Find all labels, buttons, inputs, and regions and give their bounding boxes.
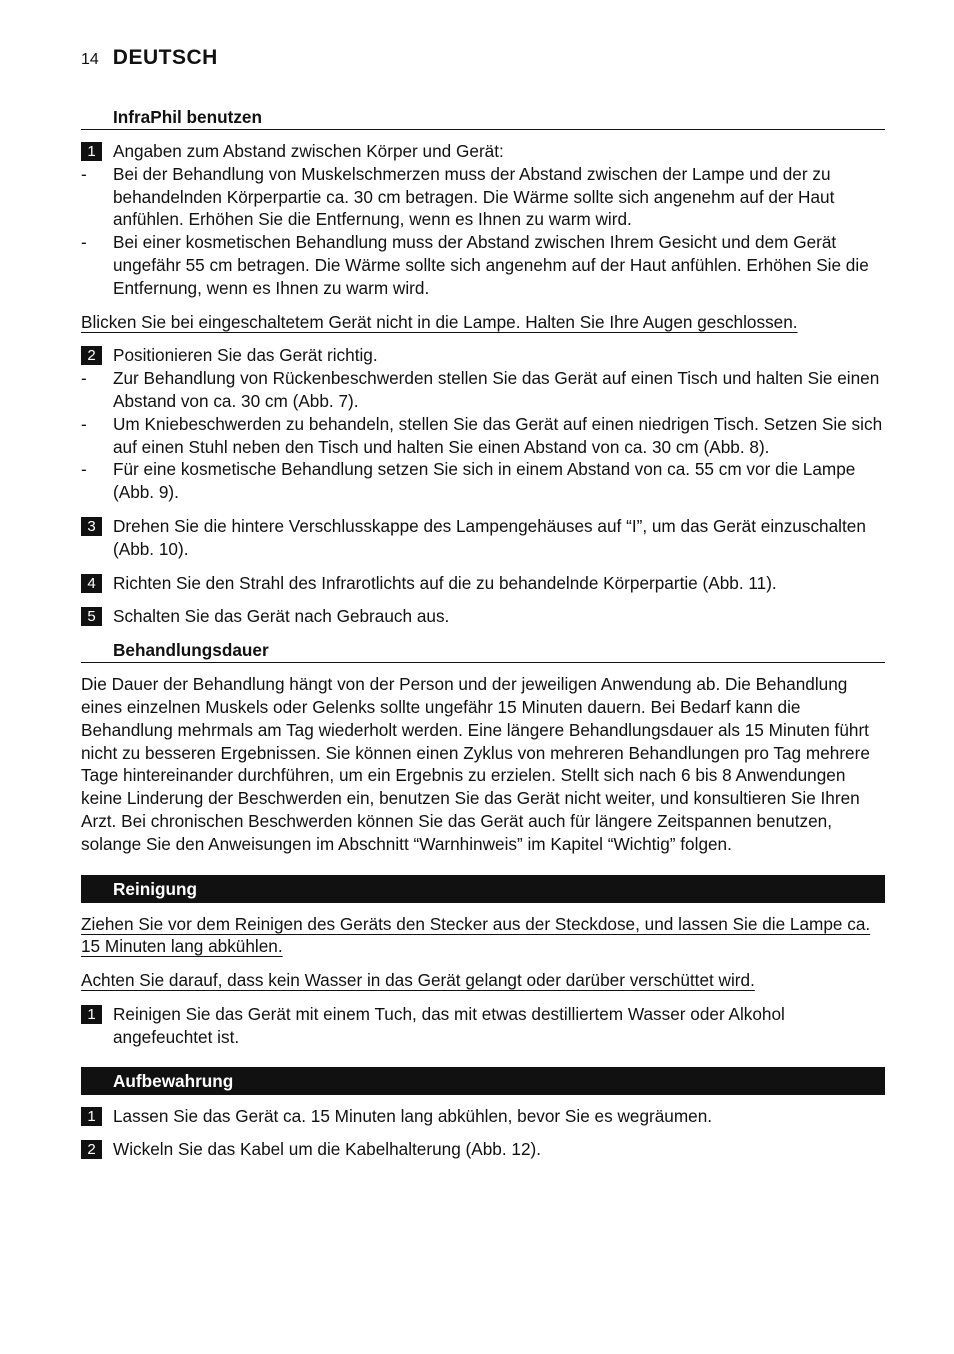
step-number: 2	[81, 346, 102, 365]
step-2	[81, 344, 885, 367]
section-heading-behandlungsdauer: Behandlungsdauer	[81, 639, 885, 663]
language-title: DEUTSCH	[112, 46, 218, 69]
step-text: Wickeln Sie das Kabel um die Kabelhalterung (Abb. 12).	[113, 1139, 542, 1160]
step-number: 1	[81, 142, 102, 161]
step-text: Richten Sie den Strahl des Infrarotlichts auf die zu behandelnde Körperpartie (Abb. 11).	[113, 572, 777, 593]
list-item	[81, 231, 885, 299]
bullet-list	[81, 367, 885, 504]
step-1	[81, 1105, 885, 1128]
step-4	[81, 572, 885, 595]
bullet-list	[81, 163, 885, 300]
list-item	[81, 458, 885, 504]
step-number: 1	[81, 1107, 102, 1126]
section-heading-reinigung: Reinigung	[81, 875, 885, 903]
step-1	[81, 140, 885, 163]
warning-text: Ziehen Sie vor dem Reinigen des Geräts den Stecker aus der Steckdose, und lassen Sie die Lampe ca. 15 Minuten lang abkühlen.	[81, 913, 871, 957]
step-3	[81, 515, 885, 561]
bullet-text: Zur Behandlung von Rückenbeschwerden stellen Sie das Gerät auf einen Tisch und halten Sie einen Abstand von ca. 30 cm (Abb. 7).	[113, 368, 880, 411]
dash-marker: -	[81, 413, 87, 434]
step-5	[81, 605, 885, 628]
step-1	[81, 1003, 885, 1049]
bullet-text: Bei einer kosmetischen Behandlung muss der Abstand zwischen Ihrem Gesicht und dem Gerät ungefähr 55 cm betragen. Die Wärme sollte sich angenehm auf der Haut anfühlen. Erhöhen Sie die Entfernung, wenn es Ihnen zu warm wird.	[113, 232, 869, 298]
bullet-text: Für eine kosmetische Behandlung setzen Sie sich in einem Abstand von ca. 55 cm vor die Lampe (Abb. 9).	[113, 459, 856, 503]
step-number: 1	[81, 1005, 102, 1024]
dash-marker: -	[81, 368, 87, 389]
step-number: 2	[81, 1140, 102, 1159]
step-text: Schalten Sie das Gerät nach Gebrauch aus.	[113, 606, 450, 627]
dash-marker: -	[81, 232, 87, 253]
warning-text: Blicken Sie bei eingeschaltetem Gerät nicht in die Lampe. Halten Sie Ihre Augen geschlossen.	[81, 311, 798, 332]
warning-text: Achten Sie darauf, dass kein Wasser in das Gerät gelangt oder darüber verschüttet wird.	[81, 970, 755, 991]
bullet-text: Bei der Behandlung von Muskelschmerzen muss der Abstand zwischen der Lampe und der zu behandelnden Körperpartie ca. 30 cm betragen. Die Wärme sollte sich angenehm auf der Haut anfühlen. Erhöhen Sie die Entfernung, wenn es Ihnen zu warm wird.	[113, 163, 835, 230]
page-content	[81, 106, 885, 1161]
step-text: Angaben zum Abstand zwischen Körper und Gerät:	[113, 141, 504, 161]
list-item	[81, 367, 885, 413]
dash-marker: -	[81, 459, 87, 480]
step-text: Drehen Sie die hintere Verschlusskappe des Lampengehäuses auf “I”, um das Gerät einzuschalten (Abb. 10).	[113, 515, 866, 559]
section-heading-infraphil: InfraPhil benutzen	[81, 106, 885, 130]
bullet-text: Um Kniebeschwerden zu behandeln, stellen Sie das Gerät auf einen niedrigen Tisch. Setzen Sie sich auf einen Stuhl neben den Tisch und halten Sie einen Abstand von ca. 30 cm (Abb. 8).	[113, 413, 883, 457]
page-header	[81, 46, 218, 74]
page-number: 14	[81, 51, 99, 68]
list-item	[81, 163, 885, 231]
dash-marker: -	[81, 163, 87, 184]
body-paragraph: Die Dauer der Behandlung hängt von der Person und der jeweiligen Anwendung ab. Die Behandlung eines einzelnen Muskels oder Gelenks sollte ungefähr 15 Minuten dauern. Bei Bedarf kann die Behandlung mehrmals am Tag wiederholt werden. Eine längere Behandlungsdauer als 15 Minuten führt nicht zu besseren Ergebnissen. Sie können einen Zyklus von mehreren Behandlungen pro Tag mehrere Tage hintereinander durchführen, um ein Ergebnis zu erzielen. Stellt sich nach 6 bis 8 Anwendungen keine Linderung der Beschwerden ein, benutzen Sie das Gerät nicht weiter, und konsultieren Sie Ihren Arzt. Bei chronischen Beschwerden können Sie das Gerät auch für längere Zeitspannen benutzen, solange Sie den Anweisungen im Abschnitt “Warnhinweis” im Kapitel “Wichtig” folgen.	[81, 674, 870, 854]
list-item	[81, 413, 885, 459]
step-number: 5	[81, 607, 102, 626]
step-text: Reinigen Sie das Gerät mit einem Tuch, das mit etwas destilliertem Wasser oder Alkohol angefeuchtet ist.	[113, 1003, 785, 1047]
step-number: 4	[81, 574, 102, 593]
step-number: 3	[81, 517, 102, 536]
step-text: Positionieren Sie das Gerät richtig.	[113, 345, 378, 366]
section-heading-aufbewahrung: Aufbewahrung	[81, 1067, 885, 1095]
step-text: Lassen Sie das Gerät ca. 15 Minuten lang abkühlen, bevor Sie es wegräumen.	[113, 1105, 713, 1126]
step-2	[81, 1138, 885, 1161]
